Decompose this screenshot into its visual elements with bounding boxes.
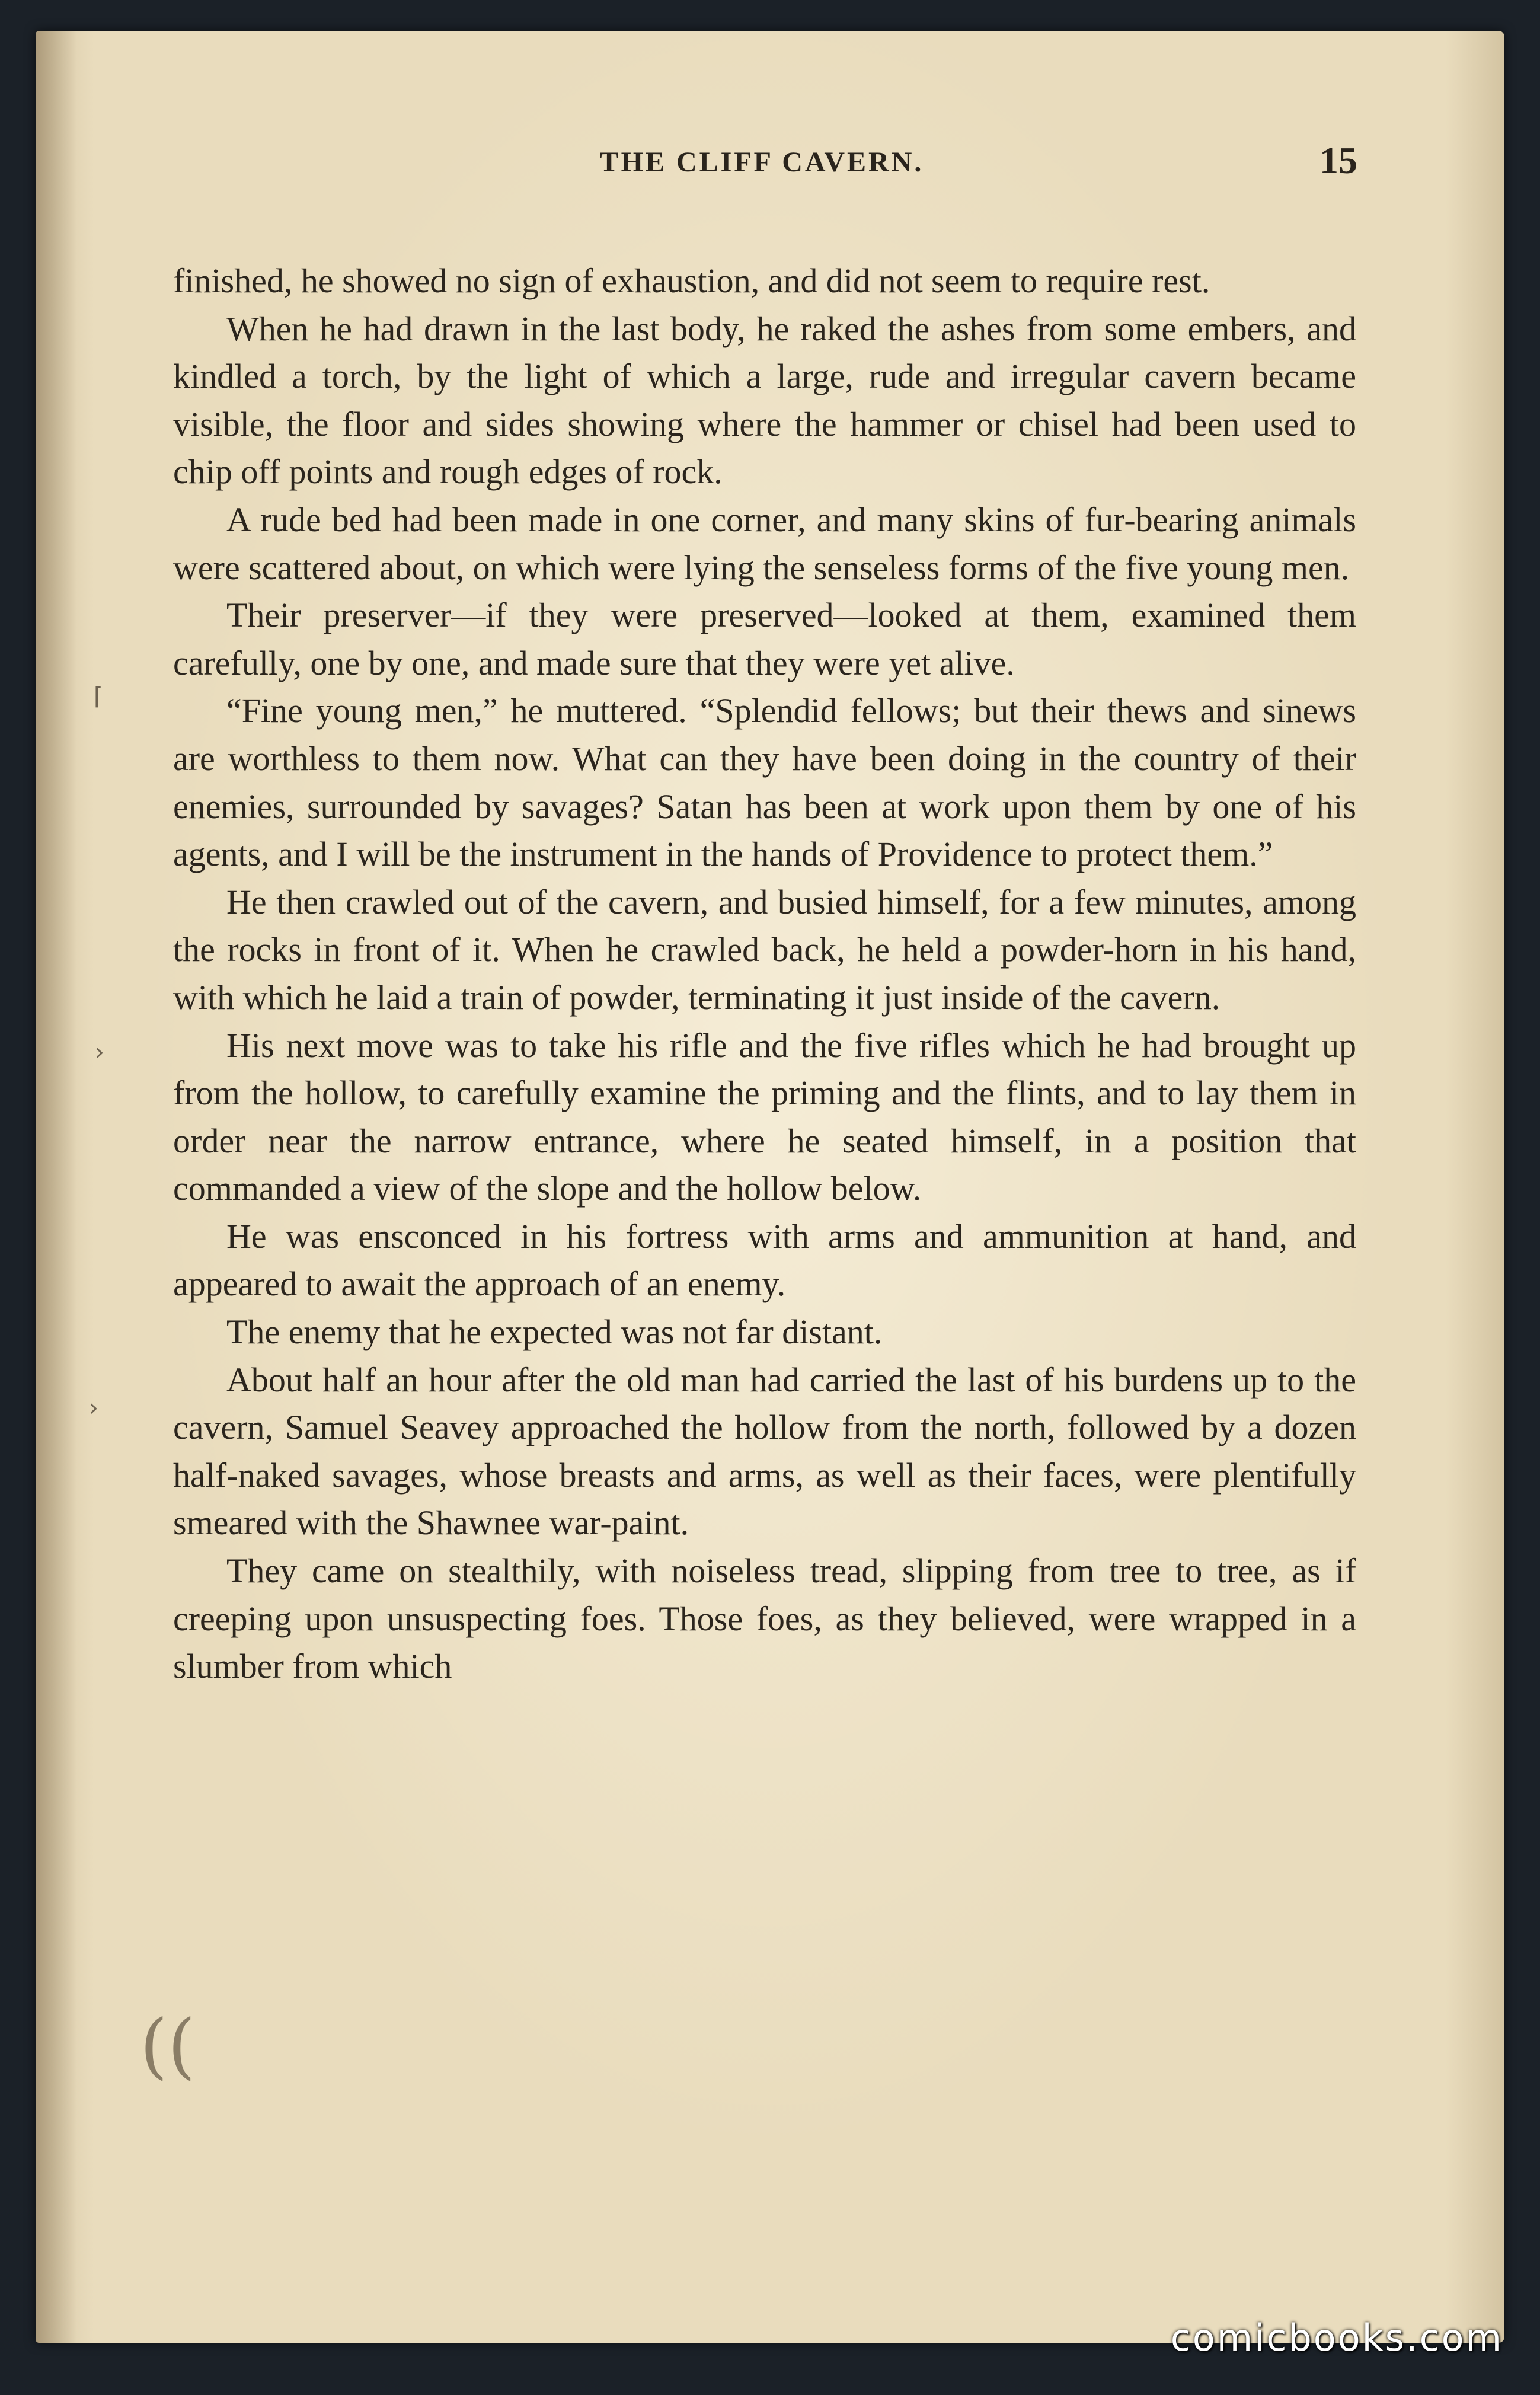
paragraph: A rude bed had been made in one corner, and many skins of fur-bearing animals were scattered about, on which were lying the senseless forms of the five young men. (173, 500, 1356, 587)
paragraph: When he had drawn in the last body, he raked the ashes from some embers, and kindled a torch, by the light of which a large, rude and irregular cavern became visible, the floor and sides showing where the hammer or chisel had been used to chip off points and rough edges of rock. (173, 309, 1356, 491)
paragraph: Their preserver—if they were preserved—looked at them, examined them carefully, one by one, and made sure that they were yet alive. (173, 596, 1356, 682)
spine-shadow (36, 31, 77, 2343)
page-header (166, 136, 1357, 190)
paragraph: They came on stealthily, with noiseless tread, slipping from tree to tree, as if creeping upon unsuspecting foes. Those foes, as they believed, were wrapped in a slumber from which (173, 1551, 1356, 1686)
paragraph: He was ensconced in his fortress with arms and ammunition at hand, and appeared to await the approach of an enemy. (173, 1216, 1356, 1304)
paragraph: “Fine young men,” he muttered. “Splendid fellows; but their thews and sinews are worthless to them now. What can they have been doing in the country of their enemies, surrounded by savages? Satan has been at work upon them by one of his agents, and I will be the instrument in the hands of Providence to protect them.” (173, 691, 1356, 874)
paragraph: He then crawled out of the cavern, and busied himself, for a few minutes, among the rocks in front of it. When he crawled back, he held a powder-horn in his hand, with which he laid a train of powder, terminating it just inside of the cavern. (173, 882, 1356, 1017)
running-title: THE CLIFF CAVERN. (599, 146, 924, 178)
body-text (173, 257, 1356, 1691)
margin-mark: (( (140, 2005, 196, 2087)
paragraph: finished, he showed no sign of exhaustion, and did not seem to require rest. (173, 261, 1210, 300)
paragraph: About half an hour after the old man had carried the last of his burdens up to the cavern, Samuel Seavey approached the hollow from the north, followed by a dozen half-naked savages, whose breasts and arms, as well as their faces, were plentifully smeared with the Shawnee war-paint. (173, 1360, 1356, 1543)
margin-mark: ⌈ (94, 683, 103, 710)
margin-mark: › (95, 1039, 104, 1066)
paragraph: His next move was to take his rifle and the five rifles which he had brought up from the hollow, to carefully examine the priming and the flints, and to lay them in order near the narrow entrance, where he seated himself, in a position that commanded a view of the slope and the hollow below. (173, 1026, 1356, 1208)
margin-mark: › (89, 1394, 98, 1422)
watermark-logo: comicbooks.com (1170, 2316, 1503, 2359)
paragraph: The enemy that he expected was not far distant. (226, 1313, 883, 1352)
page-number: 15 (1319, 139, 1357, 181)
